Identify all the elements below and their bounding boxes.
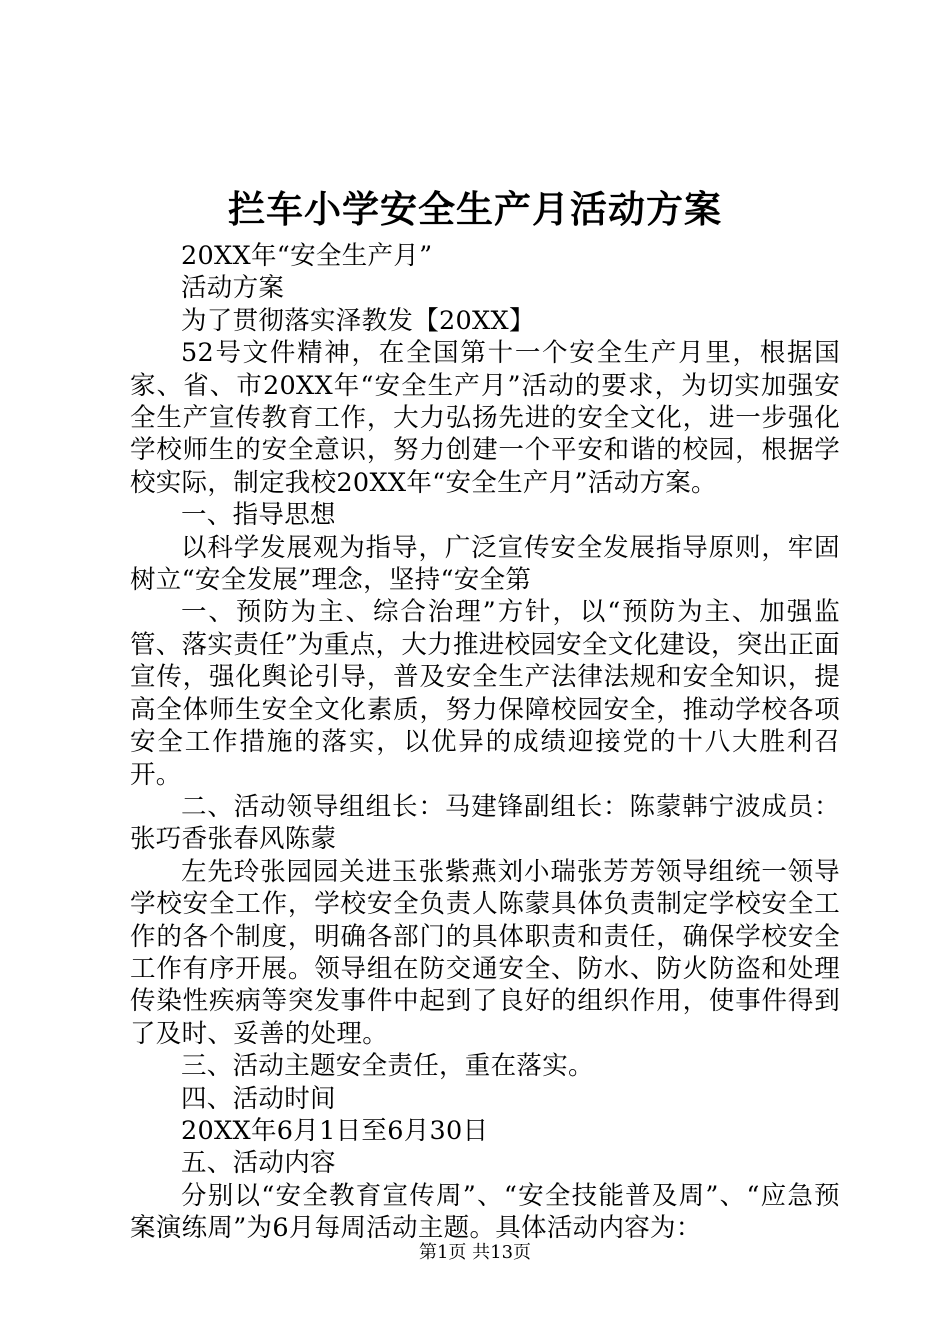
paragraph: 一、预防为主、综合治理”方针，以“预防为主、加强监管、落实责任”为重点，大力推进校园安全文化建设，突出正面宣传，强化舆论引导，普及安全生产法律法规和安全知识，提高全体师生安全文化素质，努力保障校园安全，推动学校各项安全工作措施的落实，以优异的成绩迎接党的十八大胜利召开。 — [130, 597, 840, 790]
section-heading: 一、指导思想 — [181, 500, 336, 531]
paragraph: 左先玲张园园关进玉张紫燕刘小瑞张芳芳领导组统一领导学校安全工作，学校安全负责人陈蒙具体负责制定学校安全工作的各个制度，明确各部门的具体职责和责任，确保学校安全工作有序开展。领导组在防交通安全、防水、防火防盗和处理传染性疾病等突发事件中起到了良好的组织作用，使事件得到了及时、妥善的处理。 — [130, 856, 840, 1049]
document-body — [130, 240, 840, 1245]
paragraph: 分别以“安全教育宣传周”、“安全技能普及周”、“应急预案演练周”为6月每周活动主题。具体活动内容为： — [130, 1180, 840, 1244]
paragraph: 20XX年6月1日至6月30日 — [181, 1115, 489, 1146]
paragraph: 52号文件精神，在全国第十一个安全生产月里，根据国家、省、市20XX年“安全生产月”活动的要求，为切实加强安全生产宣传教育工作，大力弘扬先进的安全文化，进一步强化学校师生的安全意识，努力创建一个平安和谐的校园，根据学校实际，制定我校20XX年“安全生产月”活动方案。 — [130, 338, 840, 498]
section-heading: 三、活动主题安全责任，重在落实。 — [181, 1051, 594, 1082]
paragraph: 为了贯彻落实泽教发【20XX】 — [181, 305, 535, 336]
section-heading: 五、活动内容 — [181, 1148, 336, 1179]
paragraph: 以科学发展观为指导，广泛宣传安全发展指导原则，牢固树立“安全发展”理念，坚持“安全第 — [130, 532, 840, 596]
section-heading: 四、活动时间 — [181, 1083, 336, 1114]
document-title: 拦车小学安全生产月活动方案 — [228, 187, 722, 231]
paragraph: 活动方案 — [181, 273, 285, 304]
paragraph: 20XX年“安全生产月” — [181, 241, 433, 271]
section-heading: 二、活动领导组组长：马建锋副组长：陈蒙韩宁波成员：张巧香张春风陈蒙 — [130, 791, 840, 855]
page-number-footer: 第1页 共13页 — [418, 1242, 532, 1263]
